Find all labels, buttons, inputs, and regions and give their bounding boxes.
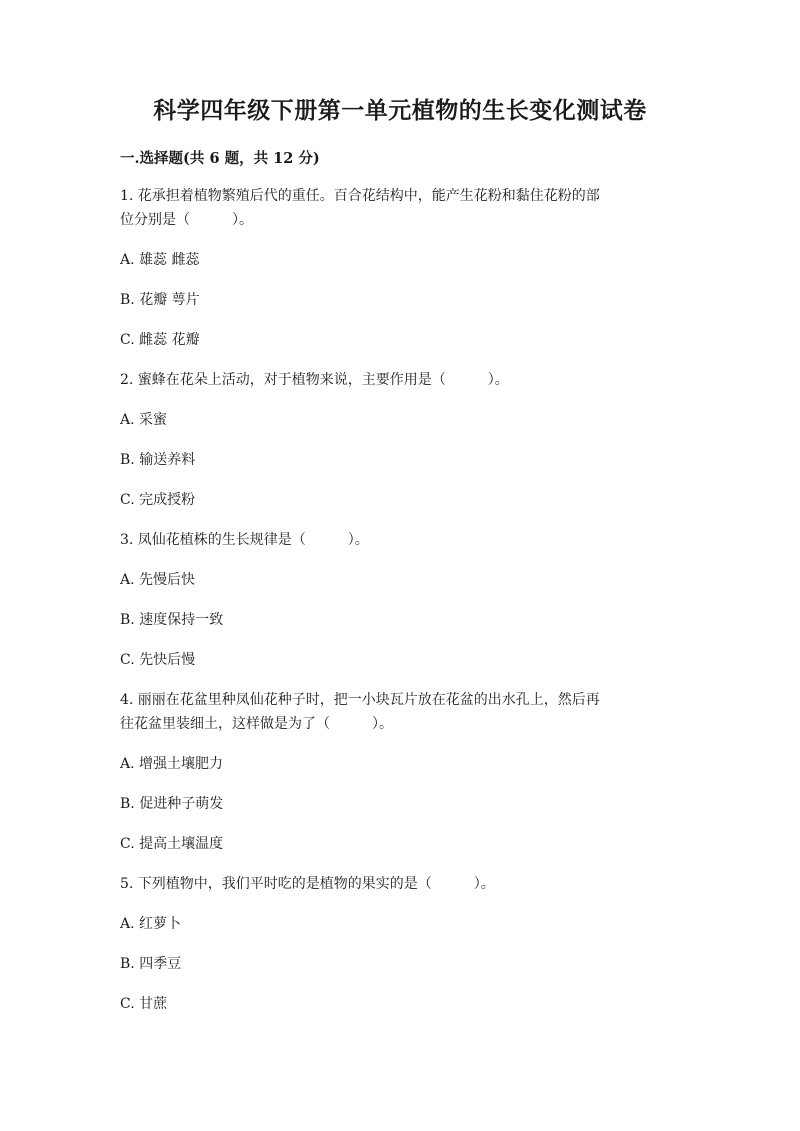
option-c: C. 完成授粉 xyxy=(120,492,196,508)
question-text xyxy=(120,184,680,232)
option-a: A. 采蜜 xyxy=(120,412,168,428)
option-c: C. 提高土壤温度 xyxy=(120,836,224,852)
question-block-1 xyxy=(120,184,680,352)
question-block-2 xyxy=(120,368,680,512)
option-a: A. 先慢后快 xyxy=(120,572,196,588)
option-b: B. 四季豆 xyxy=(120,956,182,972)
option-a: A. 雄蕊 雌蕊 xyxy=(120,252,200,268)
question-block-5 xyxy=(120,872,680,1016)
option-b: B. 速度保持一致 xyxy=(120,612,224,628)
question-list xyxy=(120,184,680,1032)
option-c: C. 雌蕊 花瓣 xyxy=(120,332,200,348)
question-text xyxy=(120,688,680,736)
question-block-4 xyxy=(120,688,680,856)
option-c: C. 甘蔗 xyxy=(120,996,168,1012)
option-b: B. 输送养料 xyxy=(120,452,196,468)
question-line: 往花盆里装细土，这样做是为了（ ）。 xyxy=(120,716,393,732)
option-a: A. 增强土壤肥力 xyxy=(120,756,224,772)
question-line: 4. 丽丽在花盆里种凤仙花种子时，把一小块瓦片放在花盆的出水孔上，然后再 xyxy=(120,692,600,708)
page-title: 科学四年级下册第一单元植物的生长变化测试卷 xyxy=(153,97,647,124)
question-text xyxy=(120,872,680,896)
option-b: B. 促进种子萌发 xyxy=(120,796,224,812)
option-b: B. 花瓣 萼片 xyxy=(120,292,200,308)
question-line: 3. 凤仙花植株的生长规律是（ ）。 xyxy=(120,532,369,548)
question-line: 2. 蜜蜂在花朵上活动，对于植物来说，主要作用是（ ）。 xyxy=(120,372,509,388)
section-heading: 一.选择题(共 6 题，共 12 分) xyxy=(120,150,320,167)
option-a: A. 红萝卜 xyxy=(120,916,182,932)
question-line: 位分别是（ ）。 xyxy=(120,212,253,228)
question-block-3 xyxy=(120,528,680,672)
question-line: 1. 花承担着植物繁殖后代的重任。百合花结构中，能产生花粉和黏住花粉的部 xyxy=(120,188,600,204)
option-c: C. 先快后慢 xyxy=(120,652,196,668)
question-line: 5. 下列植物中，我们平时吃的是植物的果实的是（ ）。 xyxy=(120,876,495,892)
question-text xyxy=(120,528,680,552)
question-text xyxy=(120,368,680,392)
